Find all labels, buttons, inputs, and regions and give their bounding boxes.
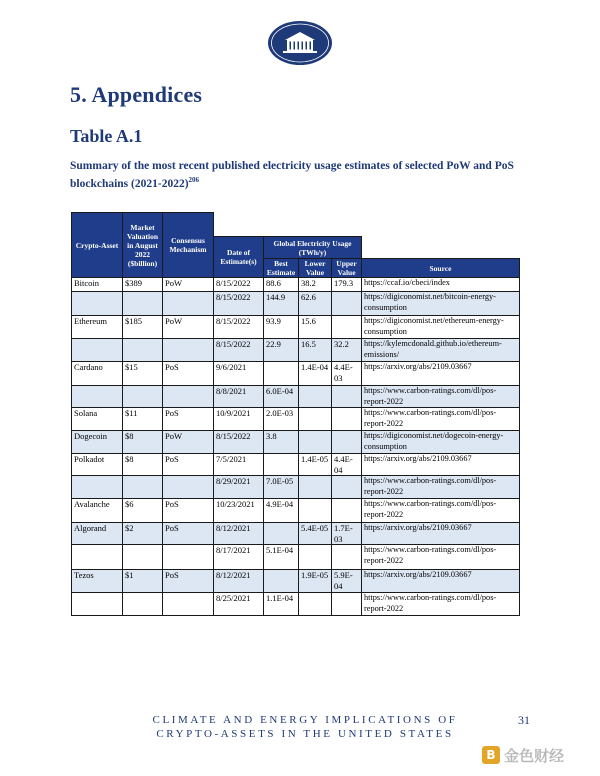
cell-mechanism: PoW xyxy=(163,316,214,339)
cell-source: https://digiconomist.net/bitcoin-energy-consumption xyxy=(362,292,520,316)
cell-upper: 5.9E-04 xyxy=(332,570,362,593)
cell-source: https://www.carbon-ratings.com/dl/pos-report-2022 xyxy=(362,476,520,499)
cell-upper: 1.7E-03 xyxy=(332,523,362,545)
footer-line-1: CLIMATE AND ENERGY IMPLICATIONS OF xyxy=(152,714,458,726)
cell-upper xyxy=(332,316,362,339)
cell-valuation: $8 xyxy=(123,454,163,476)
cell-source: https://www.carbon-ratings.com/dl/pos-report-2022 xyxy=(362,593,520,616)
table-row xyxy=(72,499,520,523)
cell-date: 8/12/2021 xyxy=(214,570,264,593)
cell-best xyxy=(264,570,299,593)
white-house-seal xyxy=(267,20,333,66)
table-row xyxy=(72,476,520,499)
cell-date: 10/9/2021 xyxy=(214,408,264,431)
section-title: 5. Appendices xyxy=(70,82,203,107)
cell-date: 8/29/2021 xyxy=(214,476,264,499)
cell-best: 7.0E-05 xyxy=(264,476,299,499)
cell-source: https://digiconomist.net/dogecoin-energy-consumption xyxy=(362,431,520,454)
cell-asset: Algorand xyxy=(72,523,123,545)
table-row xyxy=(72,316,520,339)
table-row xyxy=(72,545,520,570)
cell-asset: Bitcoin xyxy=(72,278,123,292)
cell-date: 8/8/2021 xyxy=(214,386,264,408)
cell-mechanism: PoS xyxy=(163,499,214,523)
cell-lower: 38.2 xyxy=(299,278,332,292)
cell-valuation: $2 xyxy=(123,523,163,545)
cell-valuation xyxy=(123,476,163,499)
cell-best xyxy=(264,362,299,386)
cell-valuation xyxy=(123,593,163,616)
cell-best: 3.8 xyxy=(264,431,299,454)
cell-valuation: $6 xyxy=(123,499,163,523)
header-source: Source xyxy=(362,259,520,278)
cell-source: https://arxiv.org/abs/2109.03667 xyxy=(362,362,520,386)
cell-best: 2.0E-03 xyxy=(264,408,299,431)
header-date-of-estimate: Date of Estimate(s) xyxy=(214,237,264,278)
cell-valuation: $8 xyxy=(123,431,163,454)
cell-valuation: $15 xyxy=(123,362,163,386)
cell-asset xyxy=(72,593,123,616)
cell-upper xyxy=(332,499,362,523)
cell-asset xyxy=(72,292,123,316)
cell-mechanism xyxy=(163,593,214,616)
table-row xyxy=(72,570,520,593)
cell-valuation xyxy=(123,545,163,570)
cell-lower: 5.4E-05 xyxy=(299,523,332,545)
cell-upper xyxy=(332,545,362,570)
table-row xyxy=(72,454,520,476)
cell-date: 8/15/2022 xyxy=(214,316,264,339)
cell-lower xyxy=(299,408,332,431)
table-row xyxy=(72,278,520,292)
header-best-estimate: Best Estimate xyxy=(264,259,299,278)
cell-date: 8/15/2022 xyxy=(214,278,264,292)
header-upper-value: Upper Value xyxy=(332,259,362,278)
table-row xyxy=(72,386,520,408)
cell-best: 6.0E-04 xyxy=(264,386,299,408)
cell-mechanism xyxy=(163,476,214,499)
cell-upper xyxy=(332,476,362,499)
cell-mechanism xyxy=(163,292,214,316)
cell-mechanism xyxy=(163,386,214,408)
cell-source: https://arxiv.org/abs/2109.03667 xyxy=(362,454,520,476)
cell-best xyxy=(264,454,299,476)
cell-upper xyxy=(332,408,362,431)
cell-best: 1.1E-04 xyxy=(264,593,299,616)
cell-lower xyxy=(299,431,332,454)
watermark-text: 金色财经 xyxy=(504,746,565,765)
table-row xyxy=(72,408,520,431)
cell-asset: Ethereum xyxy=(72,316,123,339)
cell-best: 5.1E-04 xyxy=(264,545,299,570)
header-market-valuation: Market Valuation in August 2022 ($billion) xyxy=(123,213,163,278)
cell-source: https://arxiv.org/abs/2109.03667 xyxy=(362,570,520,593)
header-crypto-asset: Crypto-Asset xyxy=(72,213,123,278)
cell-asset: Avalanche xyxy=(72,499,123,523)
cell-asset: Dogecoin xyxy=(72,431,123,454)
cell-upper: 4.4E-03 xyxy=(332,362,362,386)
table-row xyxy=(72,292,520,316)
cell-best: 144.9 xyxy=(264,292,299,316)
cell-asset: Cardano xyxy=(72,362,123,386)
cell-source: https://www.carbon-ratings.com/dl/pos-report-2022 xyxy=(362,545,520,570)
cell-date: 10/23/2021 xyxy=(214,499,264,523)
cell-valuation xyxy=(123,386,163,408)
cell-date: 8/15/2022 xyxy=(214,339,264,362)
cell-asset xyxy=(72,386,123,408)
header-global-electricity: Global Electricity Usage (TWh/y) xyxy=(264,237,362,259)
cell-mechanism: PoS xyxy=(163,454,214,476)
cell-upper: 179.3 xyxy=(332,278,362,292)
cell-asset: Tezos xyxy=(72,570,123,593)
cell-lower xyxy=(299,386,332,408)
cell-upper xyxy=(332,431,362,454)
cell-date: 8/17/2021 xyxy=(214,545,264,570)
cell-mechanism: PoS xyxy=(163,362,214,386)
cell-mechanism xyxy=(163,545,214,570)
cell-mechanism: PoW xyxy=(163,278,214,292)
cell-lower xyxy=(299,545,332,570)
table-row xyxy=(72,431,520,454)
cell-date: 8/15/2022 xyxy=(214,292,264,316)
watermark-logo-icon: B xyxy=(482,746,500,764)
table-row xyxy=(72,593,520,616)
cell-date: 8/25/2021 xyxy=(214,593,264,616)
cell-mechanism: PoS xyxy=(163,408,214,431)
cell-valuation: $1 xyxy=(123,570,163,593)
header-lower-value: Lower Value xyxy=(299,259,332,278)
cell-date: 8/15/2022 xyxy=(214,431,264,454)
cell-asset xyxy=(72,339,123,362)
table-row xyxy=(72,339,520,362)
cell-asset xyxy=(72,476,123,499)
cell-valuation: $11 xyxy=(123,408,163,431)
cell-valuation xyxy=(123,292,163,316)
cell-source: https://www.carbon-ratings.com/dl/pos-report-2022 xyxy=(362,386,520,408)
cell-asset: Polkadot xyxy=(72,454,123,476)
cell-best xyxy=(264,523,299,545)
cell-source: https://arxiv.org/abs/2109.03667 xyxy=(362,523,520,545)
table-caption xyxy=(70,159,540,191)
seal-icon xyxy=(267,20,333,66)
cell-mechanism: PoS xyxy=(163,570,214,593)
page-number: 31 xyxy=(518,713,530,727)
cell-mechanism: PoW xyxy=(163,431,214,454)
cell-upper xyxy=(332,292,362,316)
report-footer xyxy=(140,713,470,741)
cell-lower xyxy=(299,593,332,616)
table-row xyxy=(72,362,520,386)
cell-lower: 15.6 xyxy=(299,316,332,339)
table-title: Table A.1 xyxy=(70,126,143,146)
cell-lower xyxy=(299,499,332,523)
cell-valuation: $185 xyxy=(123,316,163,339)
cell-upper xyxy=(332,593,362,616)
cell-best: 22.9 xyxy=(264,339,299,362)
cell-lower: 62.6 xyxy=(299,292,332,316)
cell-source: https://kylemcdonald.github.io/ethereum-emissions/ xyxy=(362,339,520,362)
cell-lower: 1.4E-04 xyxy=(299,362,332,386)
cell-asset: Solana xyxy=(72,408,123,431)
cell-lower: 16.5 xyxy=(299,339,332,362)
cell-source: https://www.carbon-ratings.com/dl/pos-report-2022 xyxy=(362,408,520,431)
cell-valuation xyxy=(123,339,163,362)
cell-upper: 4.4E-04 xyxy=(332,454,362,476)
cell-asset xyxy=(72,545,123,570)
cell-mechanism: PoS xyxy=(163,523,214,545)
cell-best: 88.6 xyxy=(264,278,299,292)
electricity-usage-table xyxy=(71,212,520,616)
cell-valuation: $389 xyxy=(123,278,163,292)
table-row xyxy=(72,523,520,545)
cell-best: 93.9 xyxy=(264,316,299,339)
caption-footnote: 206 xyxy=(188,176,200,184)
watermark xyxy=(482,742,592,768)
cell-lower: 1.4E-05 xyxy=(299,454,332,476)
cell-date: 8/12/2021 xyxy=(214,523,264,545)
cell-date: 7/5/2021 xyxy=(214,454,264,476)
cell-lower: 1.9E-05 xyxy=(299,570,332,593)
cell-date: 9/6/2021 xyxy=(214,362,264,386)
footer-line-2: CRYPTO-ASSETS IN THE UNITED STATES xyxy=(156,728,454,740)
cell-source: https://digiconomist.net/ethereum-energy-consumption xyxy=(362,316,520,339)
cell-mechanism xyxy=(163,339,214,362)
cell-lower xyxy=(299,476,332,499)
cell-source: https://www.carbon-ratings.com/dl/pos-report-2022 xyxy=(362,499,520,523)
header-consensus-mechanism: Consensus Mechanism xyxy=(163,213,214,278)
cell-source: https://ccaf.io/cbeci/index xyxy=(362,278,520,292)
cell-best: 4.9E-04 xyxy=(264,499,299,523)
caption-text: Summary of the most recent published electricity usage estimates of selected PoW and PoS blockchains (2021-2022) xyxy=(70,160,514,190)
cell-upper xyxy=(332,386,362,408)
cell-upper: 32.2 xyxy=(332,339,362,362)
